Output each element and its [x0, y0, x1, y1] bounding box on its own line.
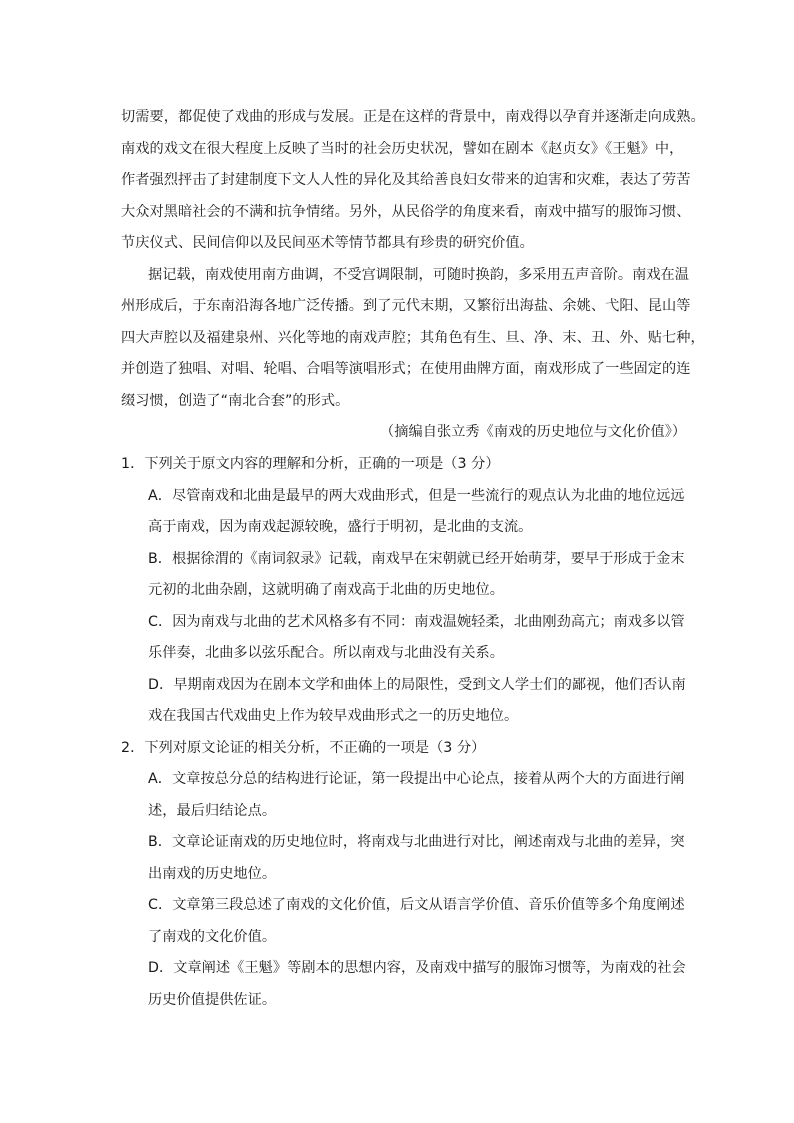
- q2-option-c-line: C．文章第三段总述了南戏的文化价值，后文从语言学价值、音乐价值等多个角度阐述: [148, 897, 685, 913]
- question-1-stem: 1．下列关于原文内容的理解和分析，正确的一项是（3 分）: [121, 456, 500, 472]
- q1-option-b-line: 元初的北曲杂剧，这就明确了南戏高于北曲的历史地位。: [148, 582, 504, 598]
- passage-line: 州形成后，于东南沿海各地广泛传播。到了元代末期，又繁衍出海盐、余姚、弋阳、昆山等: [121, 298, 691, 314]
- q2-option-b-line: 出南戏的历史地位。: [148, 866, 277, 882]
- passage-line: 南戏的戏文在很大程度上反映了当时的社会历史状况，譬如在剧本《赵贞女》《王魁》中，: [121, 141, 684, 157]
- q2-option-c-line: 了南戏的文化价值。: [148, 929, 277, 945]
- q1-option-c-line: 乐伴奏，北曲多以弦乐配合。所以南戏与北曲没有关系。: [148, 645, 504, 661]
- passage-line: 并创造了独唱、对唱、轮唱、合唱等演唱形式；在使用曲牌方面，南戏形成了一些固定的连: [121, 361, 691, 377]
- passage-line: 大众对黑暗社会的不满和抗争情绪。另外，从民俗学的角度来看，南戏中描写的服饰习惯、: [121, 204, 691, 220]
- q1-option-b-line: B．根据徐渭的《南词叙录》记载，南戏早在宋朝就已经开始萌芽，要早于形成于金末: [148, 551, 685, 567]
- q2-option-d-line: D．文章阐述《王魁》等剧本的思想内容，及南戏中描写的服饰习惯等，为南戏的社会: [148, 960, 686, 976]
- q1-option-c-line: C．因为南戏与北曲的艺术风格多有不同：南戏温婉轻柔，北曲刚劲高亢；南戏多以管: [148, 614, 685, 630]
- passage-line: 切需要，都促使了戏曲的形成与发展。正是在这样的背景中，南戏得以孕育并逐渐走向成熟。: [121, 109, 705, 125]
- q2-option-a-line: A．文章按总分总的结构进行论证，第一段提出中心论点，接着从两个大的方面进行阐: [148, 771, 685, 787]
- q1-option-d-line: 戏在我国古代戏曲史上作为较早戏曲形式之一的历史地位。: [148, 708, 519, 724]
- q1-option-d-line: D．早期南戏因为在剧本文学和曲体上的局限性，受到文人学士们的鄙视，他们否认南: [148, 677, 686, 693]
- passage-line: 缀习惯，创造了“南北合套”的形式。: [121, 393, 350, 409]
- passage-line: 节庆仪式、民间信仰以及民间巫术等情节都具有珍贵的研究价值。: [121, 235, 534, 251]
- passage-line: 四大声腔以及福建泉州、兴化等地的南戏声腔；其角色有生、旦、净、末、丑、外、贴七种，: [121, 330, 705, 346]
- question-2-stem: 2．下列对原文论证的相关分析，不正确的一项是（3 分）: [121, 740, 486, 756]
- q2-option-d-line: 历史价值提供佐证。: [148, 992, 277, 1008]
- q1-option-a-line: 高于南戏，因为南戏起源较晚，盛行于明初，是北曲的支流。: [148, 519, 533, 535]
- q1-option-a-line: A．尽管南戏和北曲是最早的两大戏曲形式，但是一些流行的观点认为北曲的地位远远: [148, 488, 685, 504]
- q2-option-a-line: 述，最后归结论点。: [148, 803, 277, 819]
- source-attribution: （摘编自张立秀《南戏的历史地位与文化价值》）: [380, 424, 687, 440]
- passage-line: 作者强烈抨击了封建制度下文人人性的异化及其给善良妇女带来的迫害和灾难，表达了劳苦: [121, 172, 691, 188]
- passage-line: 据记载，南戏使用南方曲调，不受宫调限制，可随时换韵，多采用五声音阶。南戏在温: [148, 267, 690, 283]
- q2-option-b-line: B．文章论证南戏的历史地位时，将南戏与北曲进行对比，阐述南戏与北曲的差异，突: [148, 834, 685, 850]
